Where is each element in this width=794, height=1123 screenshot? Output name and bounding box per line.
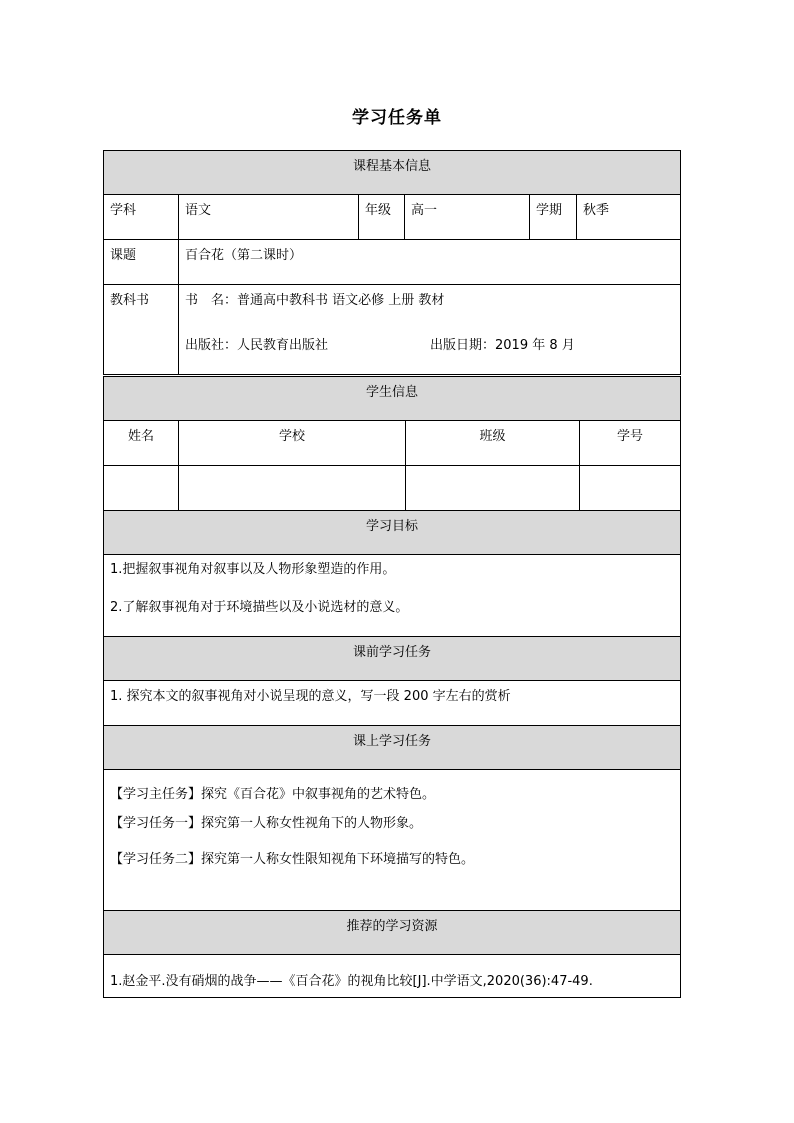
subject-label: 学科	[104, 195, 179, 240]
class-task-one: 【学习任务一】探究第一人称女性视角下的人物形象。	[110, 816, 423, 831]
student-number-field[interactable]	[580, 466, 681, 511]
term-value: 秋季	[577, 195, 681, 240]
class-tasks-list	[104, 770, 681, 911]
page-title: 学习任务单	[352, 108, 442, 128]
textbook-info	[179, 285, 681, 375]
textbook-label: 教科书	[104, 285, 179, 375]
student-school-header: 学校	[179, 421, 406, 466]
student-class-header: 班级	[406, 421, 580, 466]
task-sheet-table	[103, 150, 681, 375]
goal-item: 2.了解叙事视角对于环境描些以及小说选材的意义。	[110, 600, 409, 615]
book-publisher-line	[185, 337, 674, 355]
class-task-main: 【学习主任务】探究《百合花》中叙事视角的艺术特色。	[110, 787, 436, 802]
student-info-header: 学生信息	[104, 377, 681, 421]
course-info-header: 课程基本信息	[104, 151, 681, 195]
book-name: 书 名：普通高中教科书 语文必修 上册 教材	[185, 293, 445, 308]
class-task-two: 【学习任务二】探究第一人称女性限知视角下环境描写的特色。	[110, 852, 475, 867]
grade-label: 年级	[359, 195, 405, 240]
class-tasks-header: 课上学习任务	[104, 726, 681, 770]
topic-label: 课题	[104, 240, 179, 285]
student-class-field[interactable]	[406, 466, 580, 511]
topic-value: 百合花（第二课时）	[179, 240, 681, 285]
resource-item: 1.赵金平.没有硝烟的战争——《百合花》的视角比较[J].中学语文,2020(36):47-49.	[104, 955, 681, 998]
publisher: 出版社：人民教育出版社	[185, 338, 329, 353]
student-info-table	[103, 376, 681, 998]
goal-item: 1.把握叙事视角对叙事以及人物形象塑造的作用。	[110, 562, 396, 577]
pre-task-item: 1. 探究本文的叙事视角对小说呈现的意义，写一段 200 字左右的赏析	[104, 681, 681, 726]
student-name-header: 姓名	[104, 421, 179, 466]
student-number-header: 学号	[580, 421, 681, 466]
grade-value: 高一	[405, 195, 530, 240]
publication-date: 出版日期：2019 年 8 月	[430, 338, 575, 353]
goals-header: 学习目标	[104, 511, 681, 555]
goals-list	[104, 555, 681, 637]
pre-tasks-header: 课前学习任务	[104, 637, 681, 681]
student-school-field[interactable]	[179, 466, 406, 511]
subject-value: 语文	[179, 195, 359, 240]
term-label: 学期	[530, 195, 577, 240]
student-name-field[interactable]	[104, 466, 179, 511]
resources-header: 推荐的学习资源	[104, 911, 681, 955]
